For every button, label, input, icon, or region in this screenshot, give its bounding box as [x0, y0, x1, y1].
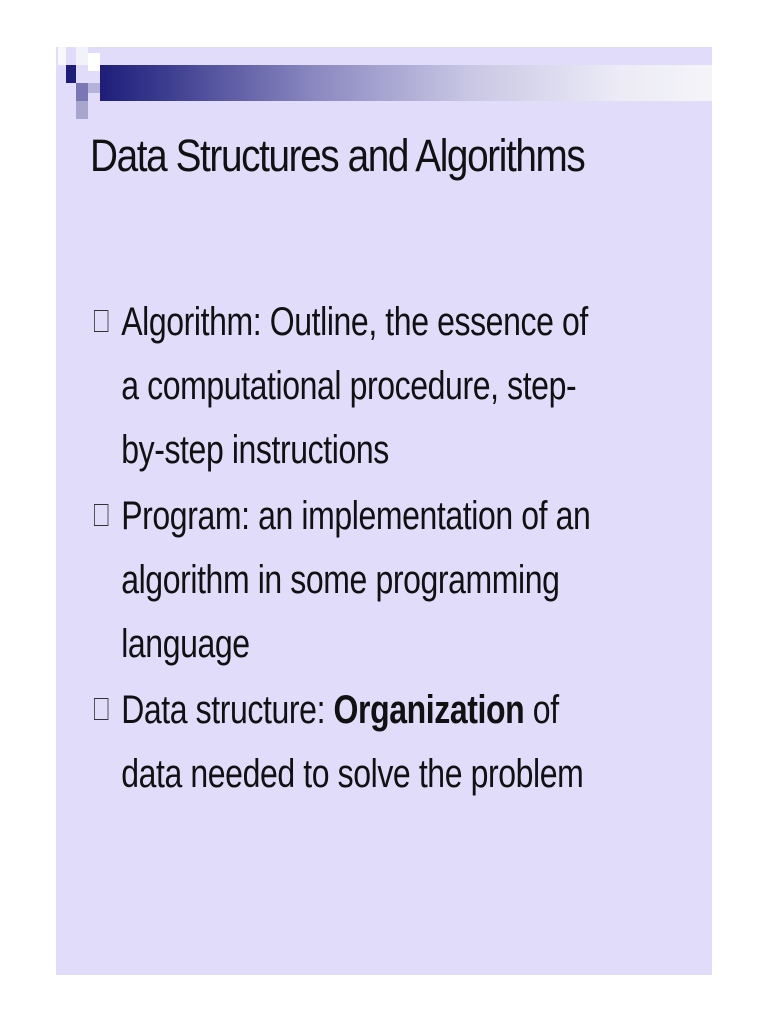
square-bullet-icon [94, 698, 108, 720]
decor-square [76, 101, 88, 119]
bullet-list [94, 290, 606, 808]
bullet-text: Algorithm: Outline, the essence of a computational procedure, step-by-step instructions [121, 300, 588, 472]
slide [56, 47, 712, 975]
bullet-item-data-structure [94, 678, 606, 806]
decor-square [88, 53, 100, 71]
bullet-text-suffix: of data needed to solve the problem [121, 688, 584, 796]
header-gradient-bar [100, 65, 712, 101]
decor-square [76, 83, 88, 101]
decor-square [88, 83, 100, 93]
decor-square [76, 47, 88, 65]
bullet-item-program [94, 484, 606, 676]
decor-square [58, 47, 66, 65]
bullet-text-emphasis: Organization [333, 688, 525, 732]
bullet-text: Program: an implementation of an algorithm in some programming language [121, 494, 591, 666]
square-bullet-icon [94, 310, 108, 332]
bullet-text-prefix: Data structure: [121, 688, 334, 732]
bullet-item-algorithm [94, 290, 606, 482]
decor-square [66, 65, 76, 83]
slide-title: Data Structures and Algorithms [90, 130, 585, 181]
square-bullet-icon [94, 504, 108, 526]
